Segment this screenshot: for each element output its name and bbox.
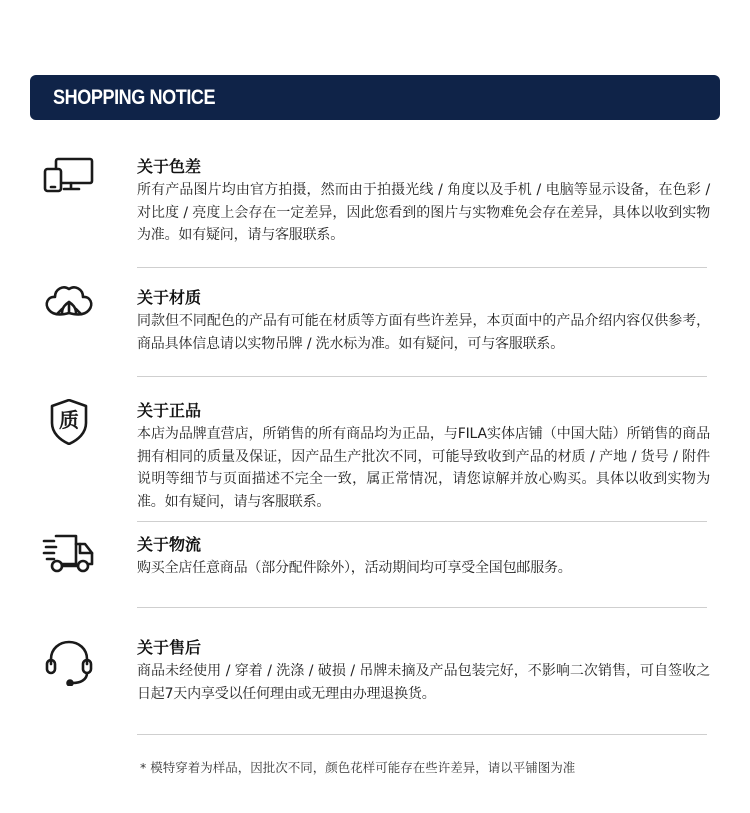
devices-icon <box>42 157 96 203</box>
footnote: * 模特穿着为样品，因批次不同，颜色花样可能存在些许差异，请以平铺图为准 <box>140 760 576 775</box>
divider <box>137 267 707 268</box>
headset-icon <box>42 640 96 686</box>
shopping-notice-header <box>30 75 720 120</box>
section-body: 本店为品牌直营店，所销售的所有商品均为正品，与FILA实体店铺（中国大陆）所销售的商品拥有相同的质量及保证，因产品生产批次不同，可能导致收到产品的材质 / 产地 / 货号 / 附件说明等细节与页面描述不完全一致，属正常情况，请您谅解并放心购买。具体以收到实物为准。如有疑问，请与客服联系。 <box>137 426 710 510</box>
quality-shield-icon <box>42 399 96 445</box>
section-body: 购买全店任意商品（部分配件除外），活动期间均可享受全国包邮服务。 <box>137 560 572 576</box>
cotton-icon <box>42 280 96 326</box>
section-title: 关于正品 <box>137 401 202 420</box>
section-title: 关于材质 <box>137 288 202 307</box>
quality-shield-label: 质 <box>59 408 79 432</box>
section-title: 关于色差 <box>137 157 202 176</box>
divider <box>137 607 707 608</box>
divider <box>137 734 707 735</box>
section-body: 商品未经使用 / 穿着 / 洗涤 / 破损 / 吊牌未摘及产品包装完好，不影响二次销售，可自签收之日起7天内享受以任何理由或无理由办理退换货。 <box>137 663 710 702</box>
section-body: 同款但不同配色的产品有可能在材质等方面有些许差异，本页面中的产品介绍内容仅供参考，商品具体信息请以实物吊牌 / 洗水标为准。如有疑问，可与客服联系。 <box>137 313 710 352</box>
header-title: SHOPPING NOTICE <box>53 85 216 109</box>
divider <box>137 521 707 522</box>
delivery-truck-icon <box>42 532 96 578</box>
section-body: 所有产品图片均由官方拍摄，然而由于拍摄光线 / 角度以及手机 / 电脑等显示设备，在色彩 / 对比度 / 亮度上会存在一定差异，因此您看到的图片与实物难免会存在差异，具体以收到实物为准。如有疑问，请与客服联系。 <box>137 182 710 243</box>
section-title: 关于物流 <box>137 535 202 554</box>
divider <box>137 376 707 377</box>
section-title: 关于售后 <box>137 638 202 657</box>
